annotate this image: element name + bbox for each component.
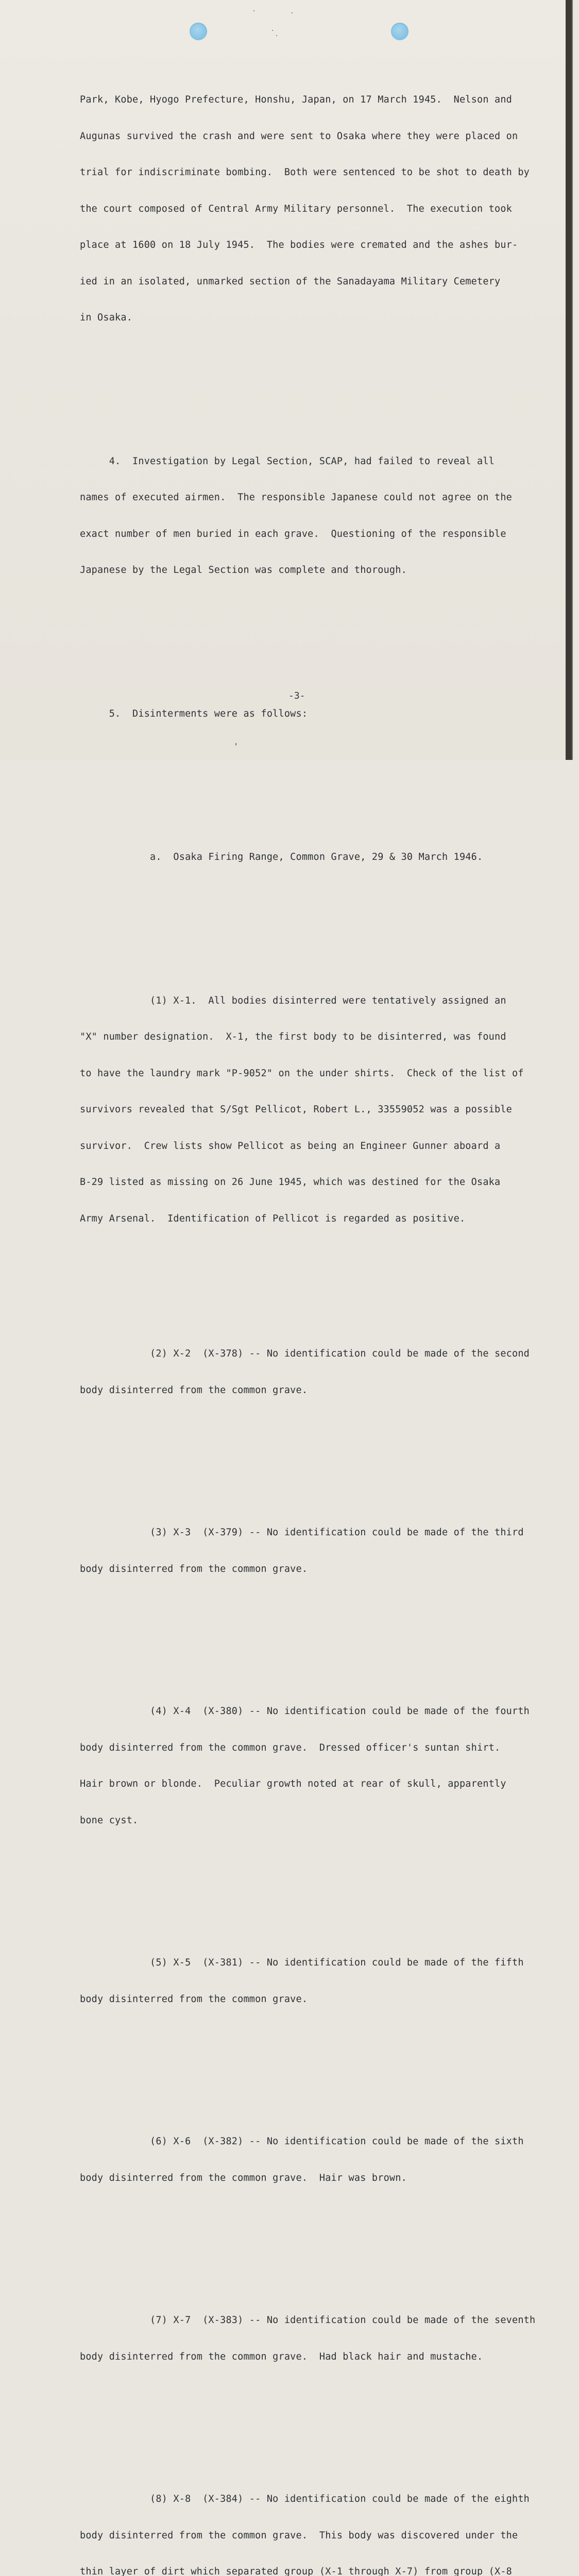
item-1 [80, 971, 549, 1249]
text-line: ied in an isolated, unmarked section of the Sanadayama Military Cemetery [80, 276, 501, 287]
text-line: body disinterred from the common grave. [80, 1384, 308, 1396]
item-8 [80, 2469, 549, 2576]
text-line: (5) X-5 (X-381) -- No identification could be made of the fifth [80, 1957, 524, 1968]
paragraph-3-continuation [80, 70, 549, 348]
text-line: body disinterred from the common grave. Dressed officer's suntan shirt. [80, 1742, 501, 1753]
text-line: body disinterred from the common grave. [80, 1993, 308, 2005]
paragraph-4 [80, 431, 549, 601]
item-6 [80, 2111, 549, 2208]
text-line: in Osaka. [80, 312, 133, 323]
text-line: place at 1600 on 18 July 1945. The bodies were cremated and the ashes bur- [80, 240, 518, 250]
scan-mark [276, 35, 277, 36]
page-number: -3- [288, 690, 305, 701]
text-line: (8) X-8 (X-384) -- No identification could be made of the eighth [80, 2494, 530, 2504]
text-line: trial for indiscriminate bombing. Both were sentenced to be shot to death by [80, 167, 530, 178]
text-line: exact number of men buried in each grave. Questioning of the responsible [80, 528, 506, 539]
paragraph-5-heading [80, 684, 549, 744]
text-line: Augunas survived the crash and were sent to Osaka where they were placed on [80, 130, 518, 142]
text-line: Army Arsenal. Identification of Pellicot is regarded as positive. [80, 1213, 466, 1224]
text-line: thin layer of dirt which separated group (X-1 through X-7) from group (X-8 [80, 2566, 513, 2576]
scan-mark [253, 10, 254, 11]
text-line: (6) X-6 (X-382) -- No identification could be made of the sixth [80, 2136, 524, 2147]
text-line: B-29 listed as missing on 26 June 1945, which was destined for the Osaka [80, 1177, 501, 1188]
text-line: the court composed of Central Army Military personnel. The execution took [80, 203, 513, 214]
item-2 [80, 1324, 549, 1420]
item-5 [80, 1933, 549, 2029]
text-line: a. Osaka Firing Range, Common Grave, 29 & 30 March 1946. [80, 852, 483, 862]
text-line: survivor. Crew lists show Pellicot as being an Engineer Gunner aboard a [80, 1140, 501, 1151]
scan-mark [272, 30, 273, 31]
text-line: (4) X-4 (X-380) -- No identification could be made of the fourth [80, 1706, 530, 1717]
text-line: body disinterred from the common grave. This body was discovered under the [80, 2530, 518, 2541]
text-line: body disinterred from the common grave. Had black hair and mustache. [80, 2351, 483, 2362]
typed-page-text [80, 45, 549, 2576]
punch-hole-left [190, 23, 207, 40]
text-line: to have the laundry mark "P-9052" on the under shirts. Check of the list of [80, 1067, 524, 1079]
page-edge-shadow [566, 0, 572, 760]
text-line: Hair brown or blonde. Peculiar growth noted at rear of skull, apparently [80, 1778, 506, 1789]
text-line: 5. Disinterments were as follows: [80, 708, 308, 719]
subheading-a [80, 827, 549, 888]
text-line: names of executed airmen. The responsible Japanese could not agree on the [80, 492, 513, 503]
text-line: (2) X-2 (X-378) -- No identification could be made of the second [80, 1348, 530, 1359]
text-line: (7) X-7 (X-383) -- No identification could be made of the seventh [80, 2315, 536, 2326]
text-line: Japanese by the Legal Section was complete and thorough. [80, 565, 407, 575]
text-line: bone cyst. [80, 1815, 139, 1826]
text-line: body disinterred from the common grave. Hair was brown. [80, 2172, 407, 2183]
punch-hole-right [391, 23, 408, 40]
item-4 [80, 1681, 549, 1851]
text-line: (3) X-3 (X-379) -- No identification could be made of the third [80, 1527, 524, 1538]
scan-mark [292, 12, 293, 13]
text-line: (1) X-1. All bodies disinterred were tentatively assigned an [80, 995, 506, 1006]
text-line: body disinterred from the common grave. [80, 1563, 308, 1574]
item-3 [80, 1502, 549, 1599]
text-line: 4. Investigation by Legal Section, SCAP, had failed to reveal all [80, 455, 495, 467]
text-line: Park, Kobe, Hyogo Prefecture, Honshu, Japan, on 17 March 1945. Nelson and [80, 94, 513, 105]
item-7 [80, 2290, 549, 2387]
text-line: survivors revealed that S/Sgt Pellicot, Robert L., 33559052 was a possible [80, 1104, 513, 1115]
text-line: "X" number designation. X-1, the first body to be disinterred, was found [80, 1031, 506, 1042]
